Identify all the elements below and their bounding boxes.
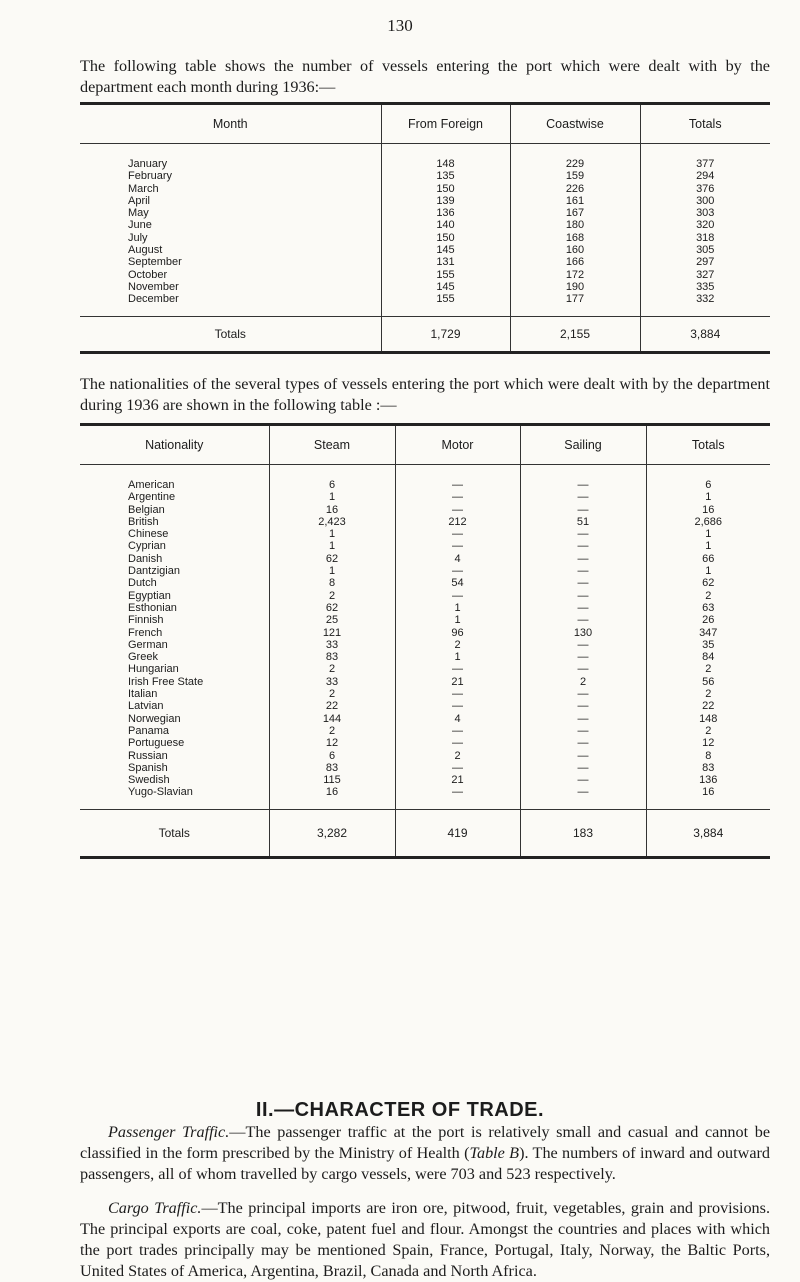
passenger-text-part1: —The passenger traffic at the port is relatively small and casual and cannot be classified in the form prescribed by the Ministry of Health (	[80, 1123, 770, 1162]
column-header-coastwise: Coastwise	[510, 104, 640, 144]
cell-value: —	[395, 528, 520, 540]
cell-value: 26	[702, 614, 715, 627]
cell-value: 66	[702, 552, 715, 565]
cell-value: 177	[510, 293, 640, 316]
row-label: Italian	[80, 688, 269, 700]
cell-value: 33	[269, 676, 395, 688]
totals-label: Totals	[80, 809, 269, 857]
row-label: Latvian	[80, 700, 269, 712]
column-header-nationality: Nationality	[80, 425, 269, 465]
table-row	[80, 183, 770, 195]
row-label: Russian	[80, 750, 269, 762]
cell-value: 63	[702, 601, 715, 614]
cell-value: 226	[510, 183, 640, 195]
cell-value: 145	[381, 281, 510, 293]
cell-value: 2	[395, 750, 520, 762]
cell-value: 161	[510, 195, 640, 207]
row-label: German	[80, 639, 269, 651]
cell-value: 35	[702, 638, 715, 651]
cell-value: 159	[510, 170, 640, 182]
cell-value: —	[395, 491, 520, 503]
cell-value: 318	[696, 231, 715, 244]
cell-value: 8	[705, 749, 712, 762]
cell-value: 1	[705, 491, 712, 504]
cell-value: —	[395, 504, 520, 516]
cell-value: 1	[705, 565, 712, 578]
cell-value: 21	[395, 676, 520, 688]
cell-value: 320	[696, 219, 715, 232]
cell-value: 144	[269, 713, 395, 725]
cell-value: —	[395, 688, 520, 700]
column-header-month: Month	[80, 104, 381, 144]
totals-grand: 3,884	[646, 809, 770, 857]
intro-paragraph-monthly: The following table shows the number of vessels entering the port which were dealt with by the department each month during 1936:—	[80, 57, 770, 96]
row-label: Cyprian	[80, 540, 269, 552]
row-label: Dantzigian	[80, 565, 269, 577]
cell-value: 4	[395, 553, 520, 565]
table-row	[80, 219, 770, 231]
totals-steam: 3,282	[269, 809, 395, 857]
column-header-motor: Motor	[395, 425, 520, 465]
cell-value: —	[395, 762, 520, 774]
cargo-traffic-runin: Cargo Traffic.	[108, 1199, 202, 1217]
cell-value: —	[395, 540, 520, 552]
cell-value: 140	[381, 219, 510, 231]
cell-value: 148	[699, 712, 718, 725]
table-row	[80, 614, 770, 626]
cell-value: —	[520, 774, 646, 786]
table-row	[80, 762, 770, 774]
table-row	[80, 737, 770, 749]
table-reference: Table B	[469, 1144, 520, 1162]
cell-value: 1	[705, 528, 712, 541]
table-row	[80, 293, 770, 316]
cell-value: 168	[510, 232, 640, 244]
table-row	[80, 269, 770, 281]
cell-value: —	[395, 465, 520, 492]
cell-value: 229	[510, 144, 640, 171]
cell-value: 6	[269, 465, 395, 492]
cell-value: 6	[269, 750, 395, 762]
cell-value: 16	[702, 503, 715, 516]
cell-value: 2	[705, 589, 712, 602]
cell-value: 2	[705, 724, 712, 737]
row-label: Spanish	[80, 762, 269, 774]
table-header-row	[80, 425, 770, 465]
cell-value: 6	[705, 479, 712, 491]
cell-value: 56	[702, 675, 715, 688]
cargo-traffic-paragraph	[80, 1198, 770, 1282]
cell-value: 347	[699, 626, 718, 639]
cell-value: 16	[269, 504, 395, 516]
table-row	[80, 676, 770, 688]
row-label: Argentine	[80, 491, 269, 503]
table-row	[80, 565, 770, 577]
table-row	[80, 725, 770, 737]
table-row	[80, 281, 770, 293]
totals-coastwise: 2,155	[510, 316, 640, 352]
cell-value: 12	[702, 737, 715, 750]
cell-value: 160	[510, 244, 640, 256]
row-label: March	[80, 183, 381, 195]
cell-value: 83	[702, 761, 715, 774]
cell-value: —	[520, 713, 646, 725]
cell-value: —	[520, 491, 646, 503]
cell-value: —	[520, 540, 646, 552]
cell-value: —	[520, 577, 646, 589]
totals-row	[80, 316, 770, 352]
section-heading: II.—CHARACTER OF TRADE.	[255, 1099, 545, 1121]
cell-value: 1	[269, 565, 395, 577]
cell-value: 2	[395, 639, 520, 651]
cell-value: —	[520, 504, 646, 516]
row-label: September	[80, 256, 381, 268]
cell-value: 145	[381, 244, 510, 256]
passenger-traffic-paragraph	[80, 1122, 770, 1185]
table-row	[80, 144, 770, 171]
cell-value: 2	[269, 663, 395, 675]
cell-value: 155	[381, 293, 510, 316]
cell-value: —	[520, 528, 646, 540]
cell-value: 150	[381, 232, 510, 244]
cell-value: 2	[269, 590, 395, 602]
cell-value: —	[520, 602, 646, 614]
cell-value: 121	[269, 627, 395, 639]
cell-value: 2,686	[694, 515, 723, 528]
cell-value: 172	[510, 269, 640, 281]
table-row	[80, 491, 770, 503]
table-row	[80, 688, 770, 700]
cell-value: 62	[702, 577, 715, 590]
cell-value: 376	[696, 182, 715, 195]
column-header-from-foreign: From Foreign	[381, 104, 510, 144]
table-row	[80, 602, 770, 614]
cell-value: 335	[696, 280, 715, 293]
row-label: November	[80, 281, 381, 293]
cell-value: 12	[269, 737, 395, 749]
row-label: Belgian	[80, 504, 269, 516]
cell-value: —	[520, 614, 646, 626]
cell-value: 303	[696, 207, 715, 220]
row-label: December	[80, 293, 381, 316]
cell-value: 136	[699, 774, 718, 787]
row-label: Chinese	[80, 528, 269, 540]
totals-label: Totals	[80, 316, 381, 352]
cell-value: 377	[696, 158, 715, 170]
table-row	[80, 207, 770, 219]
cell-value: 139	[381, 195, 510, 207]
nationalities-table	[80, 423, 770, 859]
monthly-vessels-table	[80, 102, 770, 354]
totals-grand: 3,884	[640, 316, 770, 352]
cell-value: 2	[269, 725, 395, 737]
cargo-text: —The principal imports are iron ore, pitwood, fruit, vegetables, grain and provisions. The principal exports are coal, coke, patent fuel and flour. Amongst the countries and places with which the port trades principally may be mentioned Spain, France, Portugal, Italy, Norway, the Baltic Ports, United States of America, Argentina, Brazil, Canada and North Africa.	[80, 1199, 770, 1280]
cell-value: —	[395, 737, 520, 749]
table-row	[80, 516, 770, 528]
cell-value: 33	[269, 639, 395, 651]
cell-value: —	[520, 762, 646, 774]
table-row	[80, 786, 770, 809]
cell-value: 300	[696, 194, 715, 207]
cell-value: 150	[381, 183, 510, 195]
cell-value: 2	[269, 688, 395, 700]
cell-value: 2	[520, 676, 646, 688]
cell-value: 167	[510, 207, 640, 219]
cell-value: 1	[269, 491, 395, 503]
cell-value: —	[395, 700, 520, 712]
row-label: American	[80, 465, 269, 492]
cell-value: —	[520, 737, 646, 749]
cell-value: —	[520, 688, 646, 700]
cell-value: 4	[395, 713, 520, 725]
row-label: Hungarian	[80, 663, 269, 675]
row-label: August	[80, 244, 381, 256]
cell-value: 135	[381, 170, 510, 182]
table-row	[80, 244, 770, 256]
row-label: British	[80, 516, 269, 528]
cell-value: 327	[696, 268, 715, 281]
cell-value: —	[395, 786, 520, 809]
cell-value: 22	[269, 700, 395, 712]
cell-value: 96	[395, 627, 520, 639]
cell-value: —	[395, 725, 520, 737]
page-number: 130	[387, 16, 413, 35]
row-label: Panama	[80, 725, 269, 737]
table-row	[80, 713, 770, 725]
row-label: Portuguese	[80, 737, 269, 749]
cell-value: 305	[696, 244, 715, 257]
cell-value: 25	[269, 614, 395, 626]
table-row	[80, 750, 770, 762]
table-row	[80, 465, 770, 492]
table-header-row	[80, 104, 770, 144]
cell-value: 131	[381, 256, 510, 268]
table-row	[80, 256, 770, 268]
cell-value: 1	[269, 540, 395, 552]
cell-value: 54	[395, 577, 520, 589]
totals-row	[80, 809, 770, 857]
cell-value: 51	[520, 516, 646, 528]
cell-value: 115	[269, 774, 395, 786]
cell-value: 332	[696, 293, 715, 306]
cell-value: 1	[269, 528, 395, 540]
cell-value: 2	[705, 688, 712, 701]
cell-value: 16	[702, 786, 715, 799]
table-row	[80, 627, 770, 639]
row-label: February	[80, 170, 381, 182]
table-row	[80, 577, 770, 589]
cell-value: 148	[381, 144, 510, 171]
cell-value: 166	[510, 256, 640, 268]
row-label: January	[80, 144, 381, 171]
cell-value: 62	[269, 602, 395, 614]
cell-value: 1	[395, 614, 520, 626]
row-label: Irish Free State	[80, 676, 269, 688]
table-row	[80, 774, 770, 786]
cell-value: —	[520, 786, 646, 809]
cell-value: 84	[702, 651, 715, 664]
cell-value: 21	[395, 774, 520, 786]
cell-value: 62	[269, 553, 395, 565]
cell-value: —	[395, 565, 520, 577]
cell-value: 83	[269, 651, 395, 663]
row-label: July	[80, 232, 381, 244]
cell-value: —	[520, 663, 646, 675]
cell-value: —	[520, 725, 646, 737]
table-row	[80, 504, 770, 516]
row-label: May	[80, 207, 381, 219]
table-row	[80, 553, 770, 565]
cell-value: —	[520, 465, 646, 492]
row-label: Greek	[80, 651, 269, 663]
cell-value: —	[520, 639, 646, 651]
column-header-totals: Totals	[640, 104, 770, 144]
cell-value: 83	[269, 762, 395, 774]
cell-value: —	[520, 750, 646, 762]
cell-value: 130	[520, 627, 646, 639]
row-label: Yugo-Slavian	[80, 786, 269, 809]
table-row	[80, 590, 770, 602]
cell-value: —	[520, 700, 646, 712]
cell-value: 2	[705, 663, 712, 676]
cell-value: —	[520, 553, 646, 565]
row-label: Swedish	[80, 774, 269, 786]
cell-value: 136	[381, 207, 510, 219]
cell-value: —	[520, 565, 646, 577]
row-label: Norwegian	[80, 713, 269, 725]
cell-value: —	[520, 651, 646, 663]
totals-motor: 419	[395, 809, 520, 857]
cell-value: 1	[395, 651, 520, 663]
cell-value: 297	[696, 256, 715, 269]
cell-value: 294	[696, 170, 715, 183]
column-header-steam: Steam	[269, 425, 395, 465]
column-header-sailing: Sailing	[520, 425, 646, 465]
row-label: June	[80, 219, 381, 231]
cell-value: —	[520, 590, 646, 602]
passenger-text-part2: ). The numbers of inward and outward passengers, all of whom travelled by cargo vessels, were 703 and 523 respectively.	[80, 1144, 770, 1183]
table-row	[80, 528, 770, 540]
cell-value: 16	[269, 786, 395, 809]
cell-value: 2,423	[269, 516, 395, 528]
cell-value: 212	[395, 516, 520, 528]
table-row	[80, 639, 770, 651]
table-row	[80, 700, 770, 712]
row-label: April	[80, 195, 381, 207]
table-row	[80, 170, 770, 182]
table-row	[80, 663, 770, 675]
column-header-totals: Totals	[646, 425, 770, 465]
totals-sailing: 183	[520, 809, 646, 857]
table-row	[80, 232, 770, 244]
cell-value: 180	[510, 219, 640, 231]
cell-value: 1	[705, 540, 712, 553]
passenger-traffic-runin: Passenger Traffic.	[108, 1123, 230, 1141]
cell-value: 8	[269, 577, 395, 589]
intro-paragraph-nationalities: The nationalities of the several types of vessels entering the port which were dealt with by the department during 1936 are shown in the following table :—	[80, 375, 770, 414]
row-label: Esthonian	[80, 602, 269, 614]
row-label: Dutch	[80, 577, 269, 589]
row-label: Egyptian	[80, 590, 269, 602]
row-label: French	[80, 627, 269, 639]
cell-value: —	[395, 663, 520, 675]
cell-value: 1	[395, 602, 520, 614]
cell-value: 22	[702, 700, 715, 713]
table-row	[80, 540, 770, 552]
row-label: October	[80, 269, 381, 281]
table-row	[80, 651, 770, 663]
cell-value: 190	[510, 281, 640, 293]
row-label: Finnish	[80, 614, 269, 626]
table-row	[80, 195, 770, 207]
row-label: Danish	[80, 553, 269, 565]
cell-value: 155	[381, 269, 510, 281]
totals-from-foreign: 1,729	[381, 316, 510, 352]
cell-value: —	[395, 590, 520, 602]
